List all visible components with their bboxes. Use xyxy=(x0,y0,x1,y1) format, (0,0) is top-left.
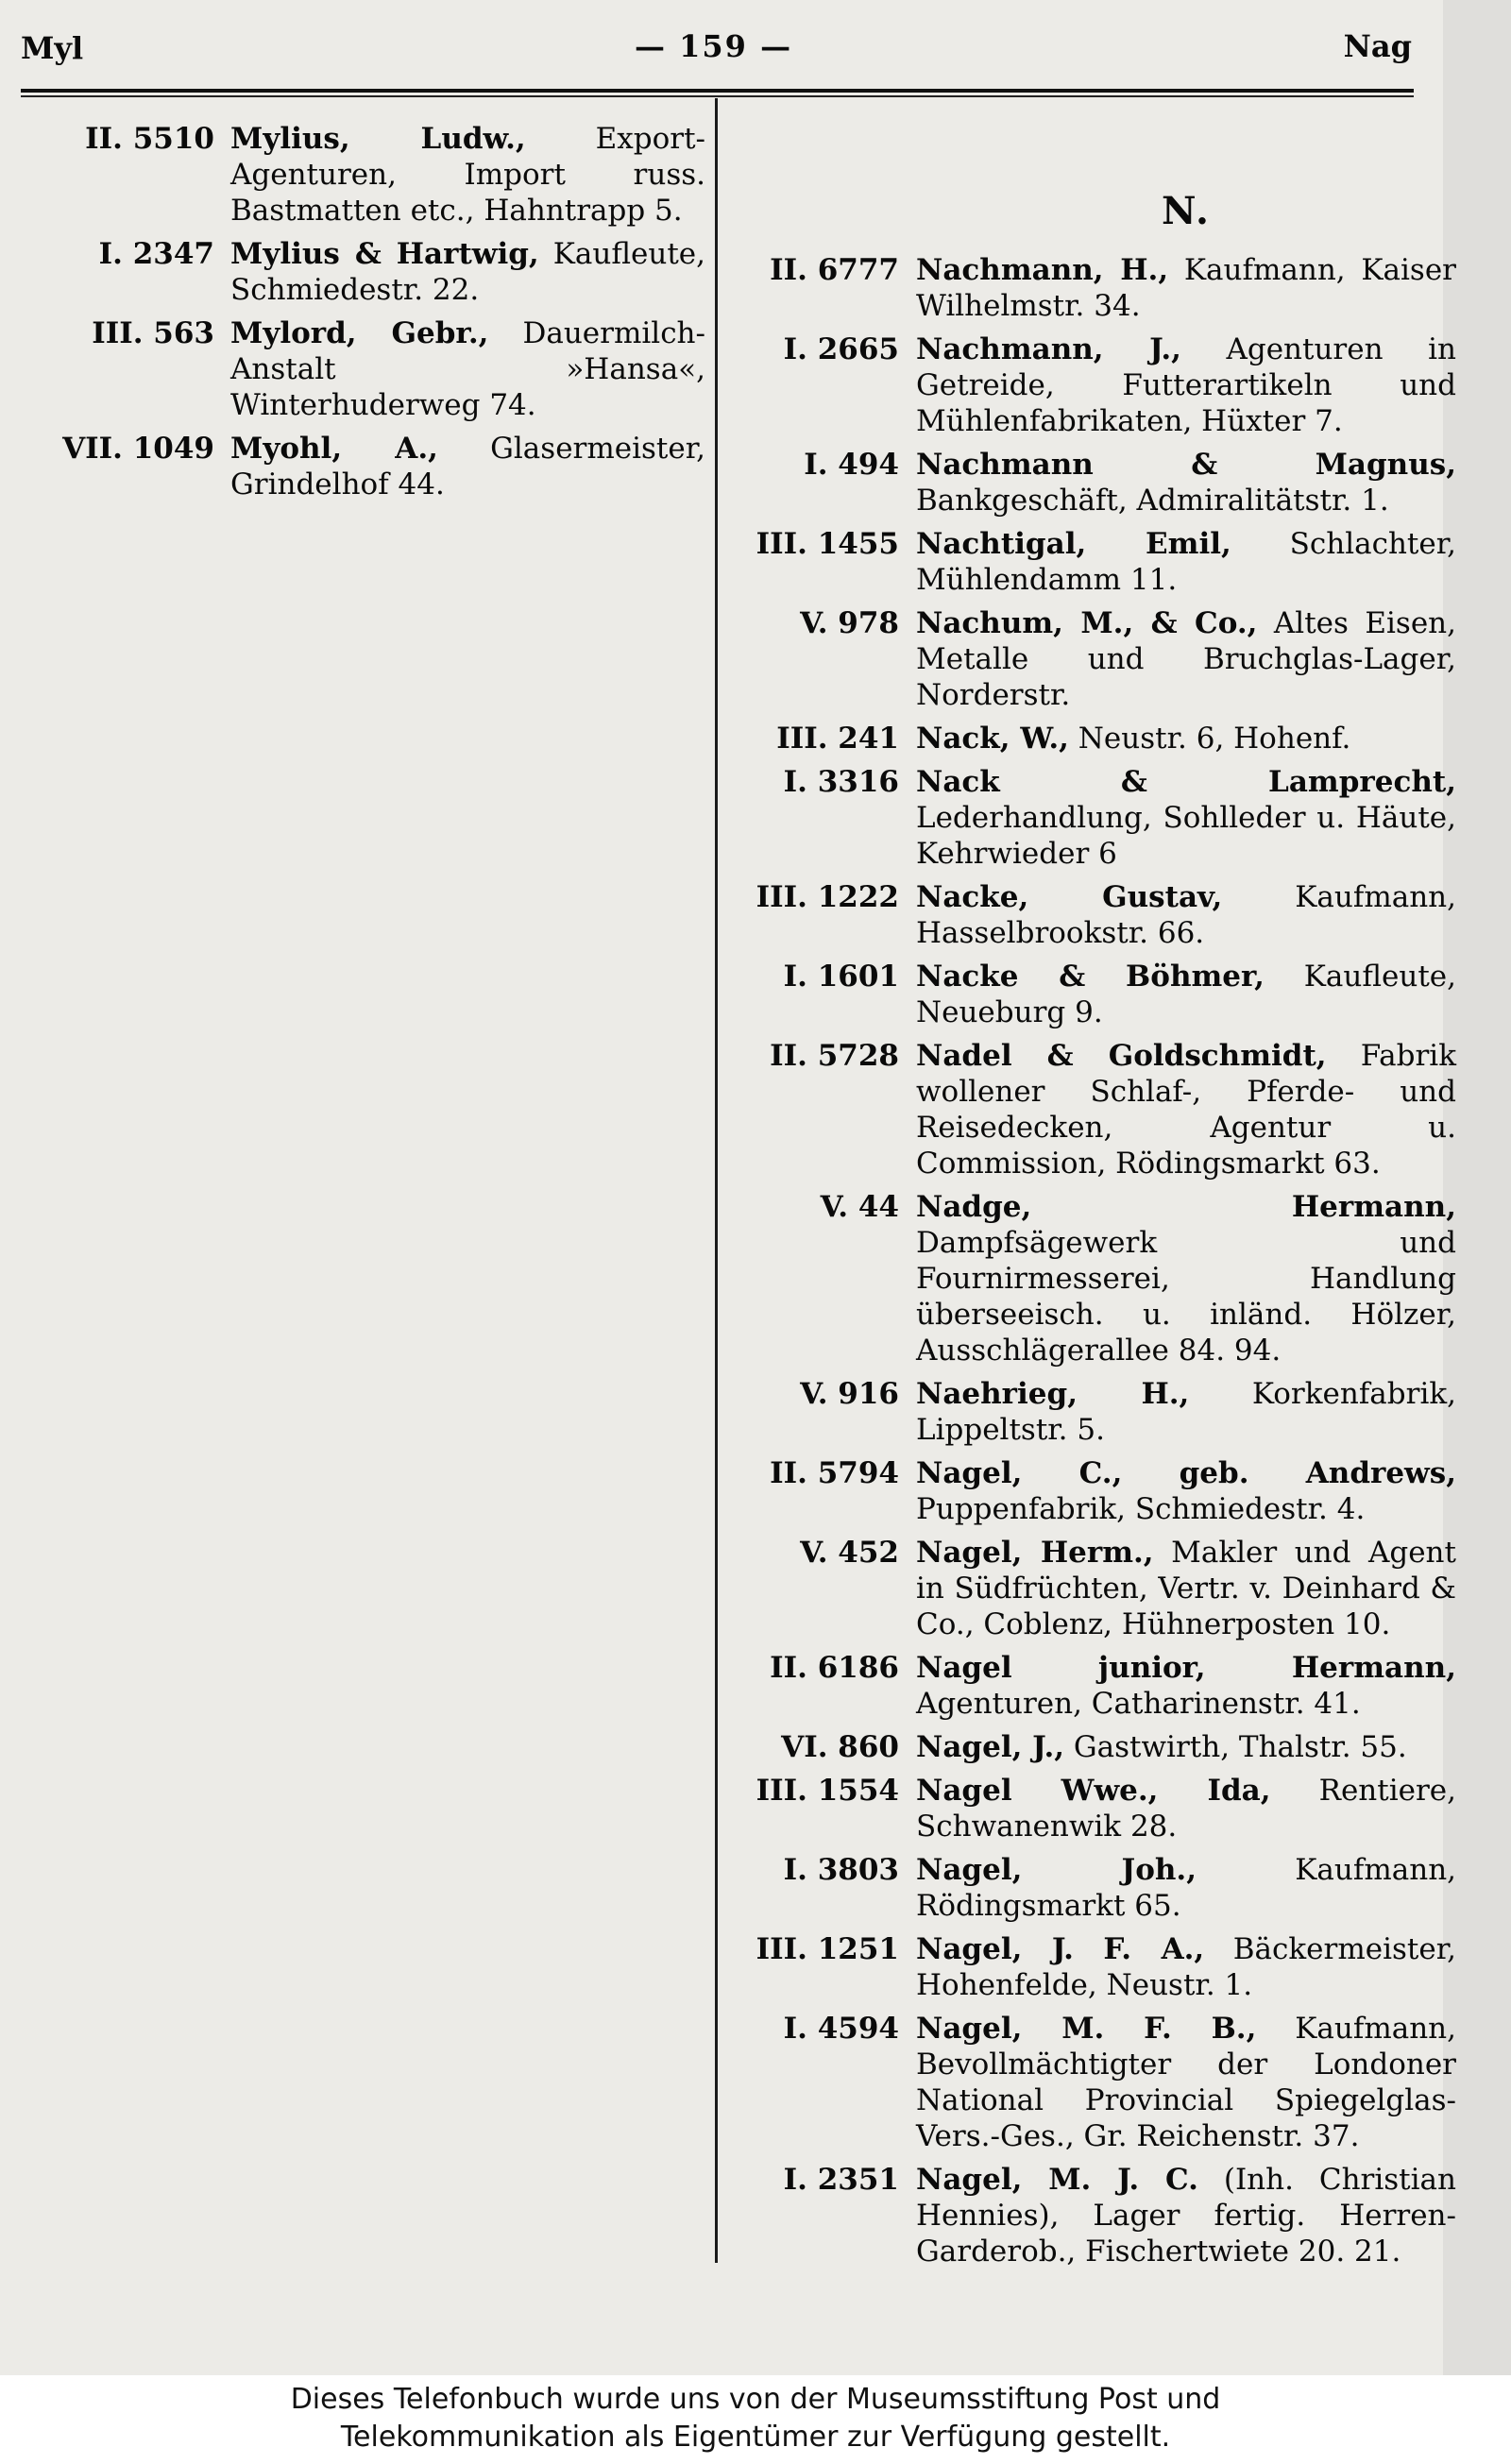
directory-entry xyxy=(746,1535,1456,1642)
phone-number: III. 563 xyxy=(92,316,214,350)
entry-details: (Inh. Christian Hennies), Lager fertig. Herren-Garderob., Fischertwiete 20. 21. xyxy=(916,2163,1456,2269)
entry-details: Korkenfabrik, Lippeltstr. 5. xyxy=(916,1377,1456,1447)
phone-number: I. 1601 xyxy=(783,960,899,994)
directory-entry xyxy=(21,431,705,502)
entry-name: Nachmann, J., xyxy=(916,332,1181,366)
phone-number: V. 452 xyxy=(800,1536,899,1570)
entry-name: Mylius, Ludw., xyxy=(230,122,526,156)
phone-number: II. 5794 xyxy=(770,1456,899,1490)
entry-name: Nachtigal, Emil, xyxy=(916,527,1231,561)
entry-name: Nagel, J., xyxy=(916,1730,1065,1764)
column-divider xyxy=(715,98,718,2263)
page-number: — 159 — xyxy=(635,28,793,64)
directory-entry xyxy=(746,1376,1456,1448)
phone-number: II. 6777 xyxy=(770,253,899,287)
phone-number: VII. 1049 xyxy=(62,432,214,466)
phone-number: V. 916 xyxy=(800,1377,899,1411)
directory-entry xyxy=(21,236,705,308)
directory-entry xyxy=(746,764,1456,872)
footer-line-1: Dieses Telefonbuch wurde uns von der Museumsstiftung Post und xyxy=(290,2383,1221,2416)
entry-name: Nadel & Goldschmidt, xyxy=(916,1039,1327,1073)
entry-name: Nacke & Böhmer, xyxy=(916,960,1265,994)
footer-line-2: Telekommunikation als Eigentümer zur Verfügung gestellt. xyxy=(340,2421,1171,2454)
directory-entry xyxy=(746,721,1456,756)
phone-number: II. 6186 xyxy=(770,1651,899,1685)
page-header xyxy=(21,26,1412,74)
header-rule-thick xyxy=(21,89,1414,93)
entry-name: Nachmann & Magnus, xyxy=(916,448,1456,482)
entry-name: Nacke, Gustav, xyxy=(916,880,1223,914)
entry-name: Nagel junior, Hermann, xyxy=(916,1651,1456,1685)
entry-details: Agenturen in Getreide, Futterartikeln und Mühlenfabrikaten, Hüxter 7. xyxy=(916,332,1456,438)
entry-name: Nagel, Herm., xyxy=(916,1536,1154,1570)
phone-number: III. 1222 xyxy=(756,880,899,914)
directory-entry xyxy=(746,526,1456,598)
directory-entry xyxy=(746,1455,1456,1527)
directory-entry xyxy=(21,315,705,423)
phone-number: V. 44 xyxy=(820,1190,899,1224)
phone-number: II. 5510 xyxy=(85,122,214,156)
directory-entry xyxy=(746,1773,1456,1844)
phone-number: III. 1554 xyxy=(756,1774,899,1808)
entry-details: Gastwirth, Thalstr. 55. xyxy=(1073,1730,1407,1764)
directory-entry xyxy=(746,1852,1456,1924)
entry-name: Nagel, M. J. C. xyxy=(916,2163,1198,2197)
right-column xyxy=(746,121,1456,2277)
header-range-end: Nag xyxy=(1343,28,1412,64)
phone-number: II. 5728 xyxy=(770,1039,899,1073)
directory-entry xyxy=(746,1729,1456,1765)
entry-details: Glasermeister, Grindelhof 44. xyxy=(230,432,705,501)
phone-number: VI. 860 xyxy=(781,1730,899,1764)
entry-name: Nack & Lamprecht, xyxy=(916,765,1456,799)
header-rule-thin xyxy=(21,95,1414,97)
entry-details: Agenturen, Catharinenstr. 41. xyxy=(916,1687,1361,1721)
left-column xyxy=(21,121,705,510)
entry-details: Neustr. 6, Hohenf. xyxy=(1078,722,1351,756)
phone-number: I. 2665 xyxy=(783,332,899,366)
entry-details: Export-Agenturen, Import russ. Bastmatten etc., Hahntrapp 5. xyxy=(230,122,706,228)
directory-entry xyxy=(746,959,1456,1030)
entry-name: Myohl, A., xyxy=(230,432,438,466)
entry-details: Puppenfabrik, Schmiedestr. 4. xyxy=(916,1492,1366,1526)
footer-notice xyxy=(0,2375,1511,2464)
entry-details: Kaufleute, Schmiedestr. 22. xyxy=(230,237,705,307)
phone-number: III. 1455 xyxy=(756,527,899,561)
directory-entry xyxy=(746,447,1456,518)
right-entry-list xyxy=(746,252,1456,2269)
phone-number: III. 1251 xyxy=(756,1932,899,1966)
entry-name: Mylius & Hartwig, xyxy=(230,237,539,271)
entry-details: Makler und Agent in Südfrüchten, Vertr. v. Deinhard & Co., Coblenz, Hühnerposten 10. xyxy=(916,1536,1456,1641)
directory-entry xyxy=(746,879,1456,951)
entry-details: Bäckermeister, Hohenfelde, Neustr. 1. xyxy=(916,1932,1456,2002)
directory-entry xyxy=(746,252,1456,324)
entry-name: Nagel, C., geb. Andrews, xyxy=(916,1456,1456,1490)
directory-entry xyxy=(746,1189,1456,1368)
phone-number: I. 4594 xyxy=(783,2012,899,2046)
directory-entry xyxy=(746,605,1456,713)
phone-number: I. 3316 xyxy=(783,765,899,799)
phone-number: I. 2351 xyxy=(783,2163,899,2197)
entry-name: Nachum, M., & Co., xyxy=(916,606,1258,640)
entry-name: Mylord, Gebr., xyxy=(230,316,489,350)
phone-number: I. 3803 xyxy=(783,1853,899,1887)
phone-number: I. 494 xyxy=(804,448,899,482)
directory-entry xyxy=(746,2162,1456,2269)
entry-details: Altes Eisen, Metalle und Bruchglas-Lager, Norderstr. xyxy=(916,606,1456,712)
entry-details: Schlachter, Mühlendamm 11. xyxy=(916,527,1456,597)
directory-entry xyxy=(746,2011,1456,2154)
entry-name: Naehrieg, H., xyxy=(916,1377,1190,1411)
entry-details: Kaufleute, Neueburg 9. xyxy=(916,960,1456,1029)
directory-entry xyxy=(746,1931,1456,2003)
entry-details: Fabrik wollener Schlaf-, Pferde- und Reisedecken, Agentur u. Commission, Rödingsmarkt 63. xyxy=(916,1039,1456,1181)
directory-entry xyxy=(746,331,1456,439)
entry-name: Nagel Wwe., Ida, xyxy=(916,1774,1271,1808)
entry-details: Kaufmann, Rödingsmarkt 65. xyxy=(916,1853,1457,1923)
entry-details: Kaufmann, Bevollmächtigter der Londoner National Provincial Spiegelglas-Vers.-Ges., Gr. Reichenstr. 37. xyxy=(916,2012,1456,2153)
entry-details: Bankgeschäft, Admiralitätstr. 1. xyxy=(916,484,1389,518)
entry-name: Nagel, M. F. B., xyxy=(916,2012,1257,2046)
entry-details: Kaufmann, Kaiser Wilhelmstr. 34. xyxy=(916,253,1456,323)
entry-details: Dauermilch-Anstalt »Hansa«, Winterhuderweg 74. xyxy=(230,316,705,422)
phone-number: I. 2347 xyxy=(98,237,214,271)
phone-number: III. 241 xyxy=(776,722,899,756)
entry-details: Rentiere, Schwanenwik 28. xyxy=(916,1774,1456,1844)
entry-details: Dampfsägewerk und Fournirmesserei, Handlung überseeisch. u. inländ. Hölzer, Ausschlägerallee 84. 94. xyxy=(916,1226,1456,1368)
directory-entry xyxy=(746,1650,1456,1722)
phone-number: V. 978 xyxy=(800,606,899,640)
entry-name: Nagel, Joh., xyxy=(916,1853,1197,1887)
section-letter: N. xyxy=(1162,189,1211,233)
header-range-start: Myl xyxy=(21,30,84,66)
directory-entry xyxy=(21,121,705,229)
entry-name: Nachmann, H., xyxy=(916,253,1169,287)
entry-name: Nadge, Hermann, xyxy=(916,1190,1456,1224)
entry-name: Nack, W., xyxy=(916,722,1069,756)
directory-entry xyxy=(746,1038,1456,1181)
entry-name: Nagel, J. F. A., xyxy=(916,1932,1205,1966)
entry-details: Lederhandlung, Sohlleder u. Häute, Kehrwieder 6 xyxy=(916,801,1456,871)
entry-details: Kaufmann, Hasselbrookstr. 66. xyxy=(916,880,1456,950)
